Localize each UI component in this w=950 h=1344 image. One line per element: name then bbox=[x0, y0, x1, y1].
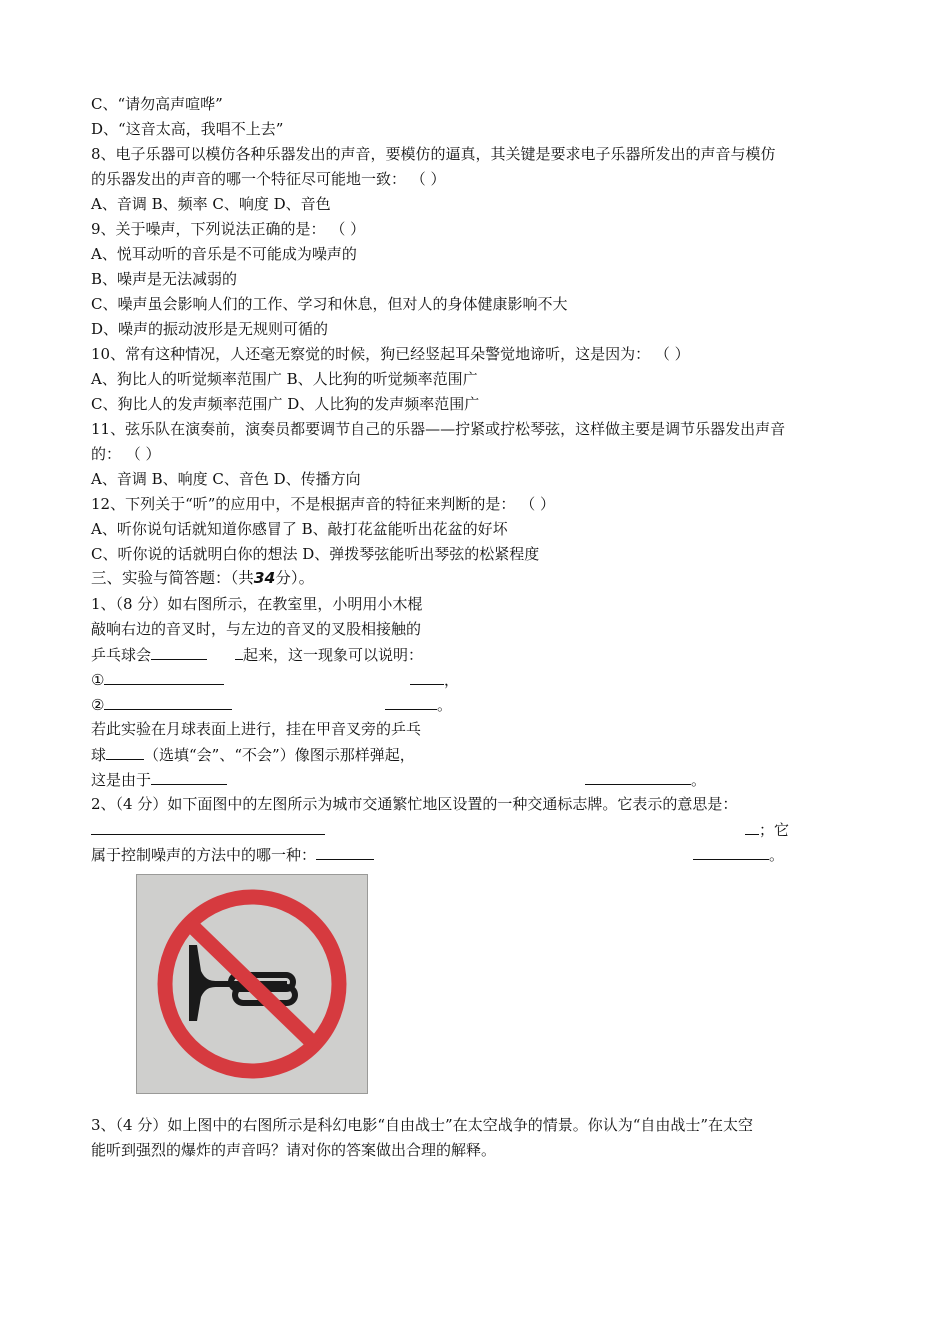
e1-line3-text-b: 起来，这一现象可以说明： bbox=[243, 646, 424, 664]
e1-circle-2: ② bbox=[91, 696, 105, 714]
e1-line8 bbox=[91, 769, 227, 790]
e1-line7-text-b: （选填“会”、“不会”）像图示那样弹起， bbox=[144, 746, 415, 764]
e1-line7-text-a: 球 bbox=[91, 746, 107, 764]
q12-options-ab: A、听你说句话就知道你感冒了 B、敲打花盆能听出花盆的好坏 bbox=[91, 520, 508, 538]
answer-blank[interactable] bbox=[235, 644, 243, 660]
answer-blank[interactable] bbox=[745, 819, 759, 835]
e2-line2-end bbox=[745, 819, 789, 840]
answer-blank[interactable] bbox=[151, 769, 227, 785]
q10-options-ab: A、狗比人的听觉频率范围广 B、人比狗的听觉频率范围广 bbox=[91, 370, 478, 388]
q11-options: A、音调 B、响度 C、音色 D、传播方向 bbox=[91, 470, 361, 488]
section-3-title-end: 分）。 bbox=[275, 569, 315, 587]
e3-line2: 能听到强烈的爆炸的声音吗？请对你的答案做出合理的解释。 bbox=[91, 1141, 497, 1159]
comma: ， bbox=[444, 671, 460, 689]
e1-line7 bbox=[91, 744, 415, 765]
q10-options-cd: C、狗比人的发声频率范围广 D、人比狗的发声频率范围广 bbox=[91, 395, 480, 413]
e1-line8-text-a: 这是由于 bbox=[91, 771, 152, 789]
e1-line4 bbox=[91, 669, 224, 690]
e1-line3 bbox=[91, 644, 423, 665]
e2-line3-text: 属于控制噪声的方法中的哪一种： bbox=[91, 846, 317, 864]
answer-blank[interactable] bbox=[91, 819, 325, 835]
e2-line3-end bbox=[693, 844, 784, 865]
q10-stem: 10、常有这种情况，人还毫无察觉的时候，狗已经竖起耳朵警觉地谛听，这是因为： （ ） bbox=[91, 345, 690, 363]
q9-stem: 9、关于噪声，下列说法正确的是： （ ） bbox=[91, 220, 366, 238]
q8-options: A、音调 B、频率 C、响度 D、音色 bbox=[91, 195, 331, 213]
e2-line2-text: ；它 bbox=[759, 821, 790, 839]
answer-blank[interactable] bbox=[585, 769, 691, 785]
e1-line5 bbox=[91, 694, 232, 715]
e1-line3-text-a: 乒乓球会 bbox=[91, 646, 152, 664]
section-3-score: 34 bbox=[253, 569, 276, 587]
q9-option-a: A、悦耳动听的音乐是不可能成为噪声的 bbox=[91, 245, 357, 263]
e1-line1: 1、（8 分）如右图所示，在教室里，小明用小木棍 bbox=[91, 595, 423, 613]
e1-line8-end bbox=[585, 769, 706, 790]
period: 。 bbox=[691, 771, 707, 789]
answer-blank[interactable] bbox=[106, 744, 144, 760]
section-3-heading bbox=[91, 568, 314, 588]
q12-stem: 12、下列关于“听”的应用中，不是根据声音的特征来判断的是： （ ） bbox=[91, 495, 555, 513]
q9-option-b: B、噪声是无法减弱的 bbox=[91, 270, 238, 288]
answer-blank[interactable] bbox=[151, 644, 207, 660]
no-horn-sign-photo bbox=[136, 874, 368, 1094]
e2-line1: 2、（4 分）如下面图中的左图所示为城市交通繁忙地区设置的一种交通标志牌。它表示的意思是： bbox=[91, 795, 738, 813]
e1-line6: 若此实验在月球表面上进行，挂在甲音叉旁的乒乓 bbox=[91, 720, 422, 738]
q8-stem-line1: 8、电子乐器可以模仿各种乐器发出的声音，要模仿的逼真，其关键是要求电子乐器所发出的声音与模仿 bbox=[91, 145, 776, 163]
q11-stem-line2: 的： （ ） bbox=[91, 445, 161, 463]
e1-line4-end bbox=[410, 669, 459, 690]
q8-stem-line2: 的乐器发出的声音的哪一个特征尽可能地一致： （ ） bbox=[91, 170, 446, 188]
e1-circle-1: ① bbox=[91, 671, 105, 689]
q9-option-c: C、噪声虽会影响人们的工作、学习和休息，但对人的身体健康影响不大 bbox=[91, 295, 568, 313]
answer-blank[interactable] bbox=[693, 844, 769, 860]
answer-blank[interactable] bbox=[410, 669, 444, 685]
answer-blank[interactable] bbox=[104, 694, 232, 710]
period: 。 bbox=[437, 696, 453, 714]
e2-line2 bbox=[91, 819, 325, 840]
q11-stem-line1: 11、弦乐队在演奏前，演奏员都要调节自己的乐器——拧紧或拧松琴弦，这样做主要是调节乐器发出声音 bbox=[91, 420, 786, 438]
answer-blank[interactable] bbox=[104, 669, 224, 685]
e1-line5-end bbox=[385, 694, 452, 715]
answer-blank[interactable] bbox=[385, 694, 437, 710]
period: 。 bbox=[769, 846, 785, 864]
e3-line1: 3、（4 分）如上图中的右图所示是科幻电影“自由战士”在太空战争的情景。你认为“自由战士”在太空 bbox=[91, 1116, 754, 1134]
q9-option-d: D、噪声的振动波形是无规则可循的 bbox=[91, 320, 329, 338]
q7-option-c: C、“请勿高声喧哗” bbox=[91, 95, 223, 113]
e1-line2: 敲响右边的音叉时，与左边的音叉的叉股相接触的 bbox=[91, 620, 422, 638]
section-3-title: 三、实验与简答题：（共 bbox=[91, 569, 254, 587]
no-horn-icon bbox=[137, 875, 367, 1093]
q12-options-cd: C、听你说的话就明白你的想法 D、弹拨琴弦能听出琴弦的松紧程度 bbox=[91, 545, 540, 563]
q7-option-d: D、“这音太高，我唱不上去” bbox=[91, 120, 284, 138]
answer-blank[interactable] bbox=[316, 844, 374, 860]
e2-line3 bbox=[91, 844, 374, 865]
